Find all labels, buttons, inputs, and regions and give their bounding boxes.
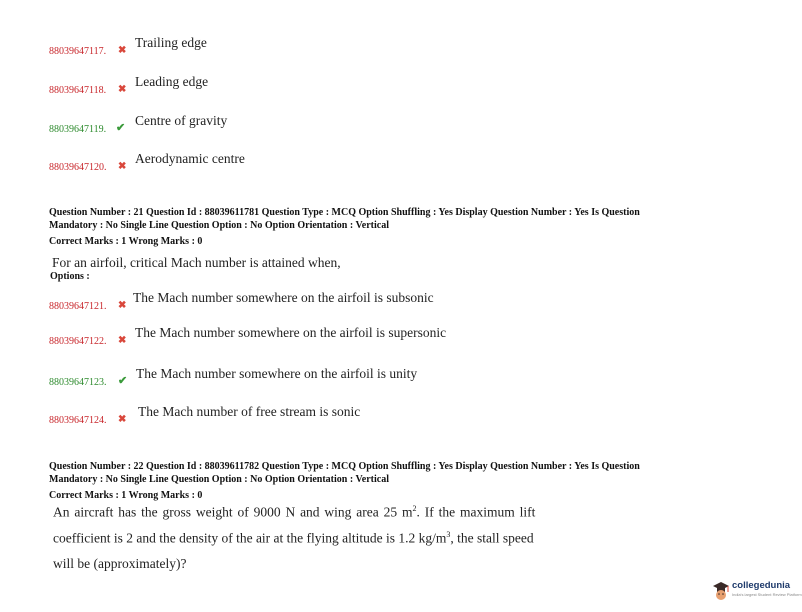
question-text: For an airfoil, critical Mach number is attained when, bbox=[52, 255, 341, 270]
logo-name: collegedunia bbox=[732, 580, 791, 591]
question-meta bbox=[49, 206, 749, 248]
option-text: Aerodynamic centre bbox=[135, 151, 245, 166]
text-segment: . If the maximum lift bbox=[416, 504, 536, 520]
marks-line: Correct Marks : 1 Wrong Marks : 0 bbox=[49, 236, 203, 247]
question-meta bbox=[49, 460, 749, 502]
option-id: 88039647117. bbox=[49, 46, 107, 57]
option-id: 88039647124. bbox=[49, 415, 107, 426]
collegedunia-logo bbox=[710, 578, 802, 606]
text-segment: An aircraft has the gross weight of 9000 N and wing area 25 m bbox=[53, 504, 413, 520]
check-icon: ✔ bbox=[116, 122, 126, 134]
text-segment: coefficient is 2 and the density of the air at the flying altitude is 1.2 kg/m bbox=[53, 530, 447, 546]
marks-line: Correct Marks : 1 Wrong Marks : 0 bbox=[49, 490, 203, 501]
option-id: 88039647120. bbox=[49, 162, 107, 173]
option-text: The Mach number somewhere on the airfoil is supersonic bbox=[135, 325, 447, 340]
meta-line: Mandatory : No Single Line Question Option : No Option Orientation : Vertical bbox=[49, 220, 390, 231]
option-id: 88039647122. bbox=[49, 336, 107, 347]
options-label: Options : bbox=[50, 271, 90, 282]
meta-line: Question Number : 21 Question Id : 88039611781 Question Type : MCQ Option Shuffling : Yes Display Question Number : Yes Is Question bbox=[49, 207, 640, 218]
option-text: The Mach number somewhere on the airfoil is unity bbox=[136, 366, 418, 381]
cross-icon: ✖ bbox=[118, 161, 127, 172]
option-id: 88039647121. bbox=[49, 301, 107, 312]
text-segment: , the stall speed bbox=[450, 530, 534, 546]
option-text: The Mach number of free stream is sonic bbox=[138, 404, 361, 419]
question-text-line bbox=[53, 530, 534, 547]
logo-tagline: India's largest Student Review Platform bbox=[732, 592, 802, 597]
check-icon: ✔ bbox=[118, 375, 128, 387]
question-text-line bbox=[53, 504, 535, 521]
option-id: 88039647119. bbox=[49, 124, 107, 135]
superscript: 3 bbox=[446, 530, 451, 539]
meta-line: Question Number : 22 Question Id : 88039611782 Question Type : MCQ Option Shuffling : Yes Display Question Number : Yes Is Question bbox=[49, 461, 640, 472]
graduation-cap-icon bbox=[712, 580, 730, 602]
meta-line: Mandatory : No Single Line Question Option : No Option Orientation : Vertical bbox=[49, 474, 390, 485]
cross-icon: ✖ bbox=[118, 45, 127, 56]
cross-icon: ✖ bbox=[118, 84, 127, 95]
option-text: The Mach number somewhere on the airfoil is subsonic bbox=[133, 290, 434, 305]
option-text: Trailing edge bbox=[135, 35, 207, 50]
cross-icon: ✖ bbox=[118, 300, 127, 311]
option-id: 88039647123. bbox=[49, 377, 107, 388]
question-text-line: will be (approximately)? bbox=[53, 556, 187, 571]
option-text: Centre of gravity bbox=[135, 113, 228, 128]
superscript: 2 bbox=[412, 504, 417, 513]
option-text: Leading edge bbox=[135, 74, 209, 89]
option-id: 88039647118. bbox=[49, 85, 107, 96]
cross-icon: ✖ bbox=[118, 335, 127, 346]
cross-icon: ✖ bbox=[118, 414, 127, 425]
